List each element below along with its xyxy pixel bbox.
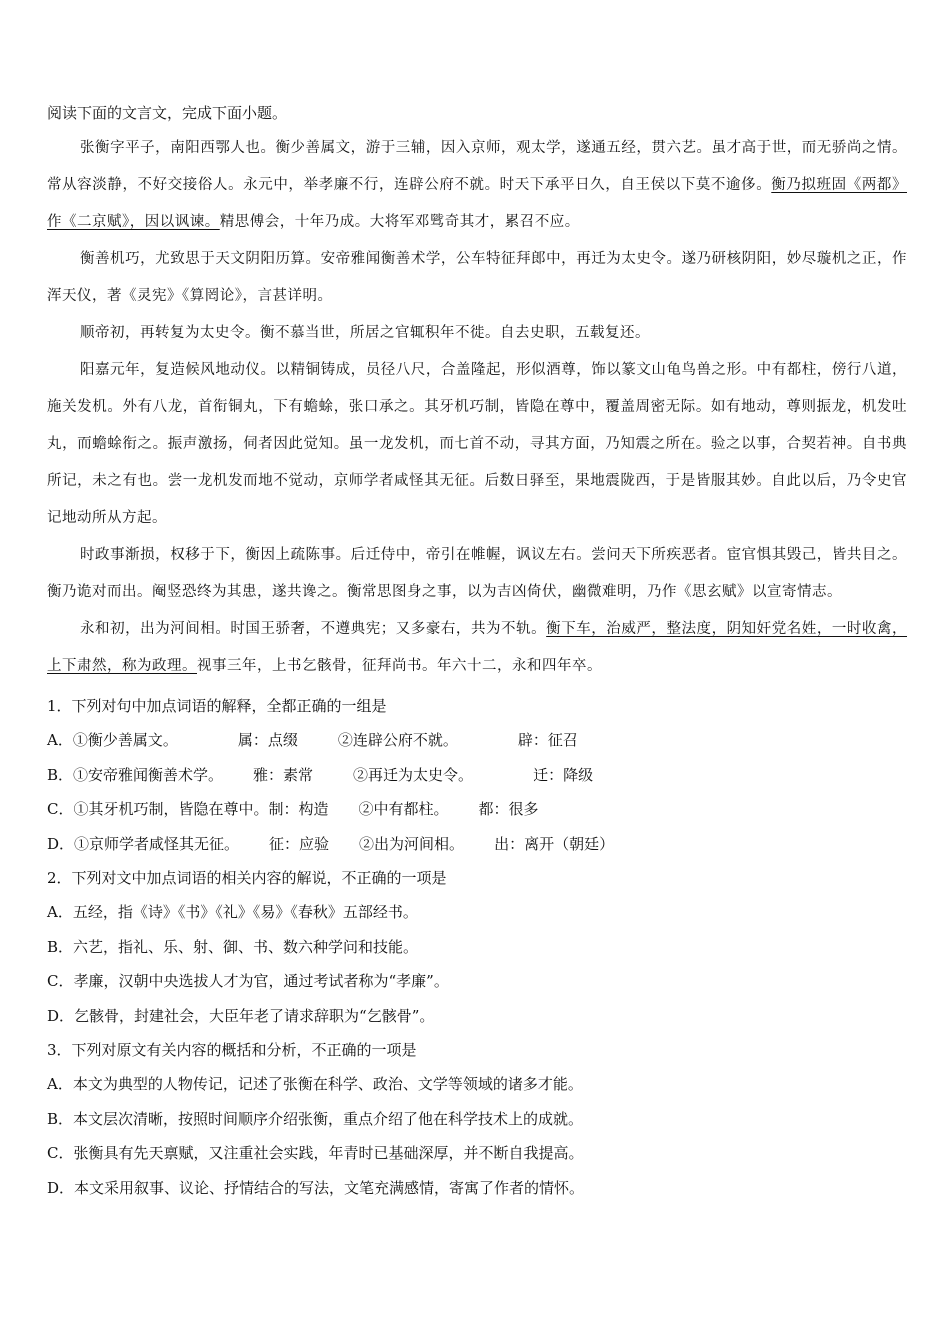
q1-b-item1: B．①安帝雅闻衡善术学。 xyxy=(47,765,224,784)
q1-a-item1: A．①衡少善属文。 xyxy=(47,731,178,749)
q3-option-d: D．本文采用叙事、议论、抒情结合的写法，文笔充满感情，寄寓了作者的情怀。 xyxy=(47,1178,585,1197)
question-2 xyxy=(47,861,907,1033)
q3-option-a: A．本文为典型的人物传记，记述了张衡在科学、政治、文学等领域的诸多才能。 xyxy=(47,1075,583,1093)
q2-option-a: A．五经，指《诗》《书》《礼》《易》《春秋》五部经书。 xyxy=(47,903,418,921)
instruction: 阅读下面的文言文，完成下面小题。 xyxy=(47,104,288,122)
p1-text-b: 精思傅会，十年乃成。大将军邓骘奇其才，累召不应。 xyxy=(219,214,580,230)
q1-c-item1: C．①其牙机巧制，皆隐在尊中。 xyxy=(47,800,269,818)
passage-paragraph-4: 阳嘉元年，复造候风地动仪。以精铜铸成，员径八尺，合盖隆起，形似酒尊，饰以篆文山龟鸟兽之形。中有都柱，傍行八道，施关发机。外有八龙，首衔铜丸，下有蟾蜍，张口承之。其牙机巧制，皆隐在尊中，覆盖周密无际。如有地动，尊则振龙，机发吐丸，而蟾蜍衔之。振声激扬，伺者因此觉知。虽一龙发机，而七首不动，寻其方面，乃知震之所在。验之以事，合契若神。自书典所记，未之有也。尝一龙机发而地不觉动，京师学者咸怪其无征。后数日驿至，果地震陇西，于是皆服其妙。自此以后，乃令史官记地动所从方起。 xyxy=(47,362,907,526)
question-2-stem: 2．下列对文中加点词语的相关内容的解说，不正确的一项是 xyxy=(47,869,447,887)
q1-b-item2: ②再迁为太史令。 xyxy=(353,765,474,784)
q1-d-gloss1: 征：应验 xyxy=(269,834,330,853)
passage-paragraph-2: 衡善机巧，尤致思于天文阴阳历算。安帝雅闻衡善术学，公车特征拜郎中，再迁为太史令。遂乃研核阴阳，妙尽璇机之正，作浑天仪，著《灵宪》《算罔论》，言甚详明。 xyxy=(47,251,907,304)
question-3 xyxy=(47,1033,907,1205)
q1-a-gloss2: 辟：征召 xyxy=(517,731,578,749)
q2-option-c: C．孝廉，汉朝中央选拔人才为官，通过考试者称为“孝廉”。 xyxy=(47,972,449,990)
exam-page xyxy=(47,96,907,1205)
passage-paragraph-1 xyxy=(47,130,907,241)
question-1 xyxy=(47,689,907,861)
question-1-stem: 1．下列对句中加点词语的解释，全都正确的一组是 xyxy=(47,697,387,715)
q1-option-a xyxy=(47,723,907,758)
p6-underlined-sentence: 衡下车，治威严，整法度，阴知奸党名姓，一时收禽，上下肃然，称为政理。 xyxy=(47,621,908,674)
q1-option-b xyxy=(47,758,907,793)
q2-option-b: B．六艺，指礼、乐、射、御、书、数六种学问和技能。 xyxy=(47,937,419,956)
p6-text-b: 视事三年，上书乞骸骨，征拜尚书。年六十二，永和四年卒。 xyxy=(197,658,602,674)
q1-b-gloss2: 迁：降级 xyxy=(533,765,594,784)
q1-a-item2: ②连辟公府不就。 xyxy=(337,731,458,749)
q1-option-c xyxy=(47,792,907,827)
q1-c-gloss1: 制：构造 xyxy=(268,800,329,818)
q1-a-gloss1: 属：点缀 xyxy=(237,731,298,749)
p1-text-a: 张衡字平子，南阳西鄂人也。衡少善属文，游于三辅，因入京师，观太学，遂通五经，贯六艺。虽才高于世，而无骄尚之情。常从容淡静，不好交接俗人。永元中，举孝廉不行，连辟公府不就。时天下承平日久，自王侯以下莫不逾侈。 xyxy=(47,140,907,193)
q1-option-d xyxy=(47,827,907,862)
q3-option-b: B．本文层次清晰，按照时间顺序介绍张衡，重点介绍了他在科学技术上的成就。 xyxy=(47,1109,584,1128)
p1-underlined-sentence: 衡乃拟班固《两都》作《二京赋》，因以讽谏。 xyxy=(47,177,907,230)
q1-d-item2: ②出为河间相。 xyxy=(359,834,465,853)
passage-paragraph-3: 顺帝初，再转复为太史令。衡不慕当世，所居之官辄积年不徙。自去史职，五载复还。 xyxy=(80,325,650,341)
p6-text-a: 永和初，出为河间相。时国王骄奢，不遵典宪；又多豪右，共为不轨。 xyxy=(80,621,547,637)
q1-d-item1: D．①京师学者咸怪其无征。 xyxy=(47,834,240,853)
q3-option-c: C．张衡具有先天禀赋，又注重社会实践，年青时已基础深厚，并不断自我提高。 xyxy=(47,1144,584,1162)
question-3-stem: 3．下列对原文有关内容的概括和分析，不正确的一项是 xyxy=(47,1041,417,1059)
q1-c-item2: ②中有都柱。 xyxy=(358,800,449,818)
q1-c-gloss2: 都：很多 xyxy=(478,800,539,818)
q1-b-gloss1: 雅：素常 xyxy=(253,765,314,784)
q1-d-gloss2: 出：离开（朝廷） xyxy=(494,834,615,853)
passage-paragraph-6 xyxy=(47,611,907,685)
classical-passage xyxy=(47,130,907,685)
q2-option-d: D．乞骸骨，封建社会，大臣年老了请求辞职为“乞骸骨”。 xyxy=(47,1006,435,1025)
passage-paragraph-5: 时政事渐损，权移于下，衡因上疏陈事。后迁侍中，帝引在帷幄，讽议左右。尝问天下所疾恶者。宦官惧其毁己，皆共目之。衡乃诡对而出。阉竖恐终为其患，遂共谗之。衡常思图身之事，以为吉凶倚伏，幽微难明，乃作《思玄赋》以宣寄情志。 xyxy=(47,547,907,600)
